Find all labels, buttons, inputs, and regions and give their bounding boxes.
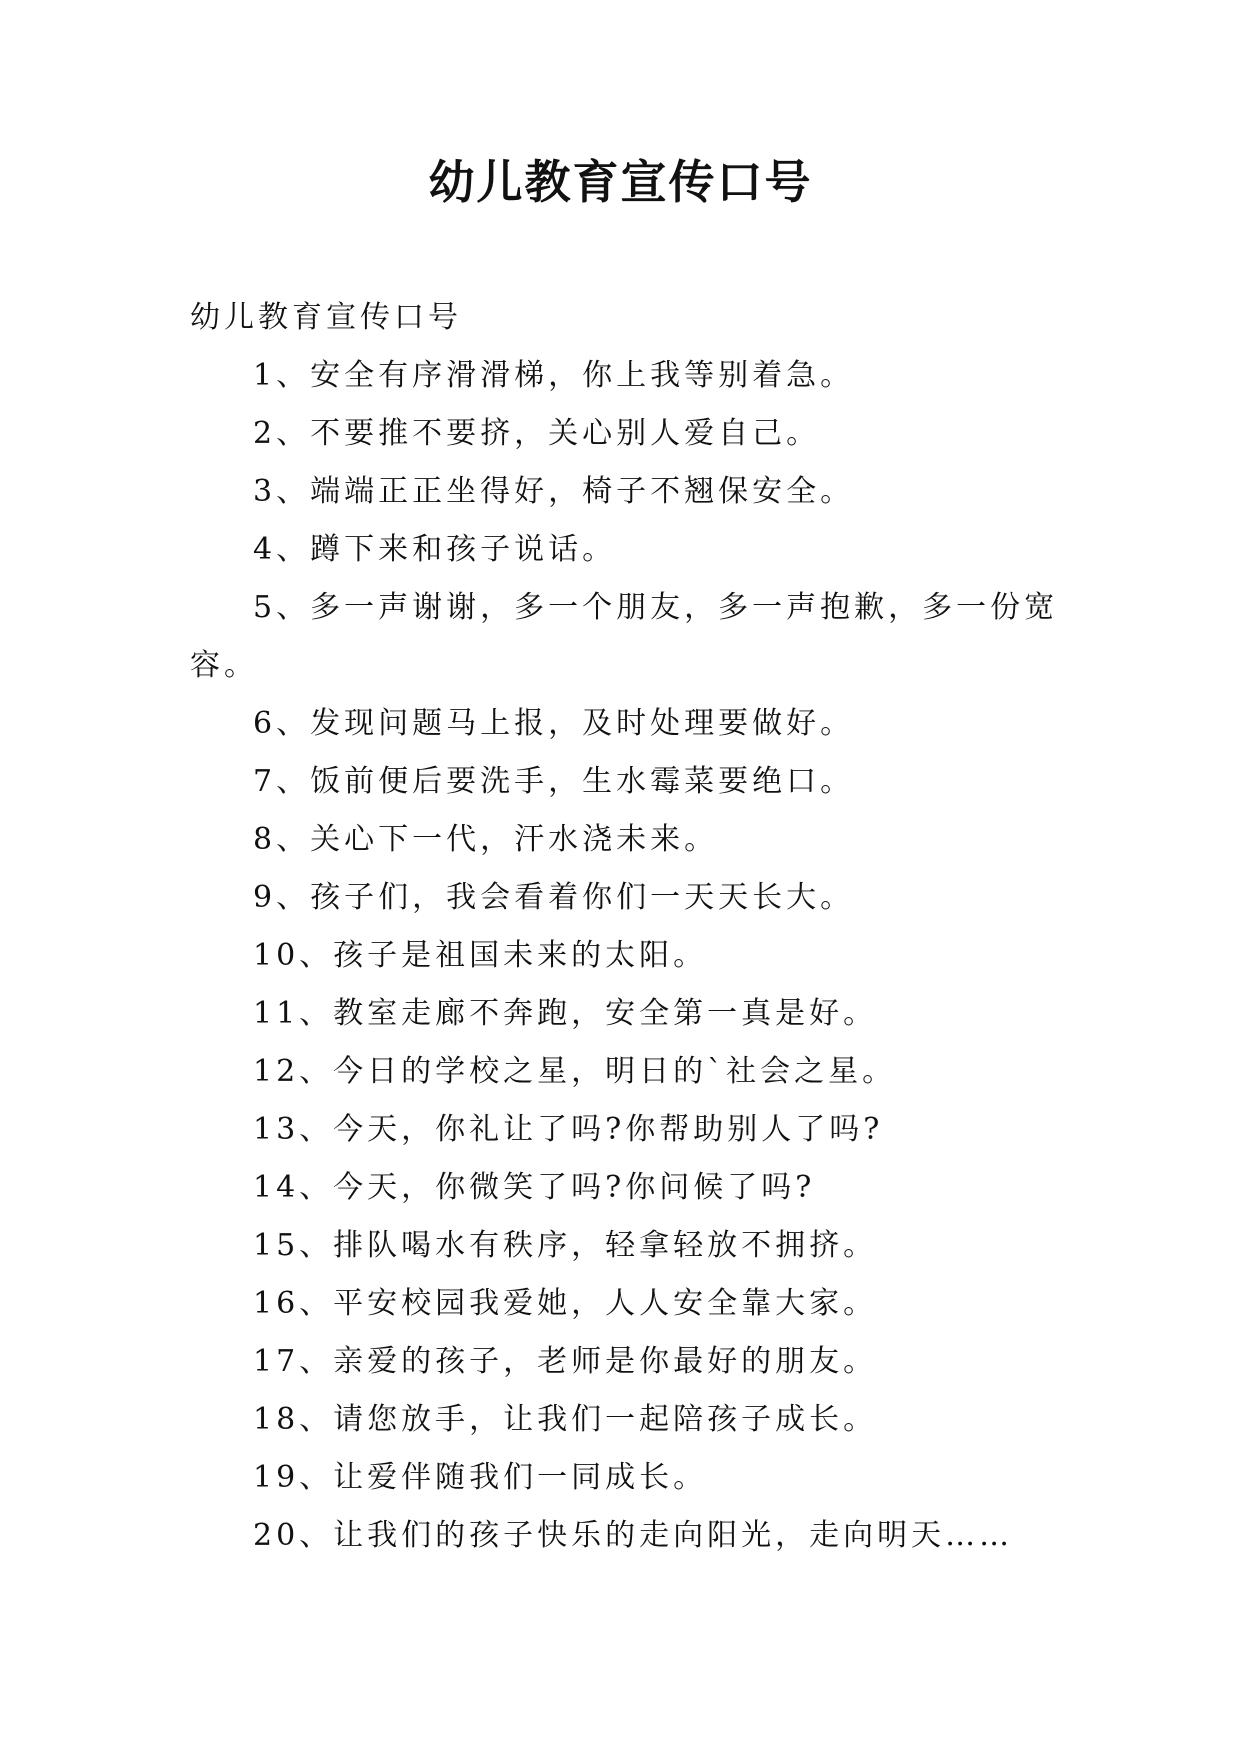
document-body	[190, 289, 1060, 1565]
slogan-item: 12、今日的学校之星，明日的`社会之星。	[253, 1054, 897, 1089]
page-title: 幼儿教育宣传口号	[428, 155, 813, 209]
slogan-item: 15、排队喝水有秩序，轻拿轻放不拥挤。	[253, 1228, 878, 1263]
section-subtitle: 幼儿教育宣传口号	[190, 300, 462, 335]
slogan-item: 13、今天，你礼让了吗?你帮助别人了吗?	[253, 1112, 884, 1147]
slogan-item: 11、教室走廊不奔跑，安全第一真是好。	[253, 996, 878, 1031]
slogan-item: 10、孩子是祖国未来的太阳。	[253, 938, 708, 973]
slogan-item: 19、让爱伴随我们一同成长。	[253, 1460, 708, 1495]
slogan-item: 16、平安校园我爱她，人人安全靠大家。	[253, 1286, 878, 1321]
slogan-item: 7、饭前便后要洗手，生水霉菜要绝口。	[253, 764, 855, 799]
slogan-item: 5、多一声谢谢，多一个朋友，多一声抱歉，多一份宽容。	[190, 590, 1059, 683]
slogan-item: 1、安全有序滑滑梯，你上我等别着急。	[253, 358, 855, 393]
slogan-item: 20、让我们的孩子快乐的走向阳光，走向明天……	[253, 1518, 1014, 1553]
slogan-item: 18、请您放手，让我们一起陪孩子成长。	[253, 1402, 878, 1437]
slogan-item: 17、亲爱的孩子，老师是你最好的朋友。	[253, 1344, 878, 1379]
slogan-item: 9、孩子们，我会看着你们一天天长大。	[253, 880, 855, 915]
slogan-item: 4、蹲下来和孩子说话。	[253, 532, 617, 567]
slogan-item: 2、不要推不要挤，关心别人爱自己。	[253, 416, 821, 451]
slogan-item: 8、关心下一代，汗水浇未来。	[253, 822, 719, 857]
slogan-item: 14、今天，你微笑了吗?你问候了吗?	[253, 1170, 816, 1205]
slogan-item: 3、端端正正坐得好，椅子不翘保安全。	[253, 474, 855, 509]
slogan-item: 6、发现问题马上报，及时处理要做好。	[253, 706, 855, 741]
